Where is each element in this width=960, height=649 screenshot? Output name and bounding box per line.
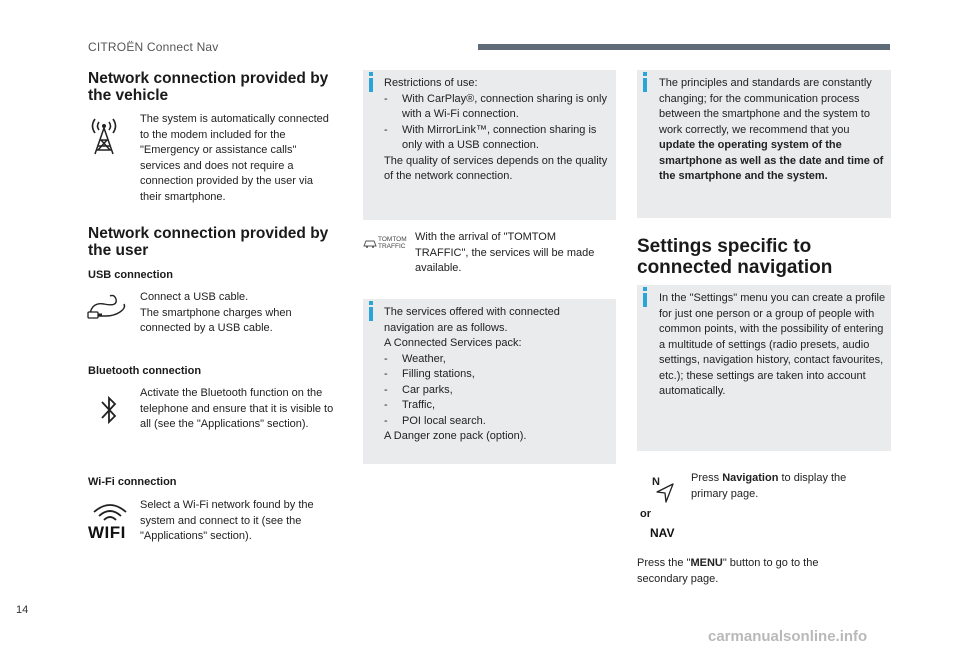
quality-text: The quality of services depends on the quality of the network connection. xyxy=(384,154,608,182)
header-bar xyxy=(478,44,890,50)
navigation-icon-letter: N xyxy=(652,476,660,488)
wifi-connection-text: Select a Wi-Fi network found by the system and connect to it (see the "Applications" section). xyxy=(140,499,314,542)
header-title: CITROËN Connect Nav xyxy=(88,40,219,54)
settings-info-box xyxy=(637,285,891,451)
heading-settings-connected-navigation: Settings specific to connected navigation xyxy=(637,236,833,278)
info-icon xyxy=(369,307,373,321)
info-icon xyxy=(643,78,647,92)
vehicle-connection-text: The system is automatically connected to the modem included for the "Emergency or assistance calls" services and does not require a connection provided by the user via their smartphone. xyxy=(140,113,329,203)
wifi-label: WIFI xyxy=(88,523,126,542)
wifi-connection-heading: Wi-Fi connection xyxy=(88,476,177,488)
tomtom-traffic-text: With the arrival of "TOMTOM TRAFFIC", the services will be made available. xyxy=(415,231,595,274)
list-item: - With MirrorLink™, connection sharing is only with a USB connection. xyxy=(384,123,608,154)
restrictions-list xyxy=(384,92,608,154)
info-icon-dot xyxy=(643,287,647,291)
usb-connection-heading: USB connection xyxy=(88,269,173,281)
usb-connection-text: Connect a USB cable. The smartphone charges when connected by a USB cable. xyxy=(140,291,292,334)
info-icon xyxy=(643,293,647,307)
restrictions-title: Restrictions of use: xyxy=(384,77,478,89)
or-label: or xyxy=(640,508,651,520)
bluetooth-connection-heading: Bluetooth connection xyxy=(88,365,202,377)
watermark: carmanualsonline.info xyxy=(708,628,868,645)
principles-info-box xyxy=(637,70,891,218)
restrictions-info-box xyxy=(363,70,616,220)
danger-zone-pack: A Danger zone pack (option). xyxy=(384,430,527,442)
antenna-icon xyxy=(88,116,120,156)
heading-user-connection: Network connection provided by the user xyxy=(88,225,329,259)
list-item: - Traffic, xyxy=(384,398,608,414)
list-item: - Car parks, xyxy=(384,383,608,399)
bluetooth-icon xyxy=(100,392,118,428)
bluetooth-connection-text: Activate the Bluetooth function on the telephone and ensure that it is visible to all (see the "Applications" section). xyxy=(140,387,334,430)
list-item: - With CarPlay®, connection sharing is only with a Wi-Fi connection. xyxy=(384,92,608,123)
page-number: 14 xyxy=(16,604,29,616)
usb-cable-icon xyxy=(86,294,128,322)
tomtom-traffic-label: TOMTOM TRAFFIC xyxy=(378,236,407,250)
info-icon xyxy=(369,78,373,92)
services-list xyxy=(384,352,608,430)
list-item: - Weather, xyxy=(384,352,608,368)
nav-button-label: NAV xyxy=(650,526,675,540)
services-info-box xyxy=(363,299,616,464)
settings-text: In the "Settings" menu you can create a profile for just one person or a group of people with common points, with the possibility of entering a multitude of settings (radio presets, audio settings, navigation history, contact favourites, etc.); these settings are taken into account automatically. xyxy=(659,292,886,397)
services-pack: A Connected Services pack: xyxy=(384,337,522,349)
press-navigation-text: Press Navigation to display the primary page. xyxy=(691,472,847,500)
wifi-icon xyxy=(88,500,132,542)
list-item: - Filling stations, xyxy=(384,367,608,383)
info-icon-dot xyxy=(369,72,373,76)
navigation-icon xyxy=(652,476,676,506)
list-item: - POI local search. xyxy=(384,414,608,430)
info-icon-dot xyxy=(643,72,647,76)
press-menu-text: Press the "MENU" button to go to the secondary page. xyxy=(637,557,819,585)
heading-vehicle-connection: Network connection provided by the vehicle xyxy=(88,70,329,104)
principles-text: The principles and standards are constantly changing; for the communication process between the smartphone and the system to work correctly, we recommend that you update the operating system of the smartphone as well as the date and time of the smartphone and the system. xyxy=(659,77,884,182)
services-intro: The services offered with connected navigation are as follows. xyxy=(384,306,560,334)
info-icon-dot xyxy=(369,301,373,305)
